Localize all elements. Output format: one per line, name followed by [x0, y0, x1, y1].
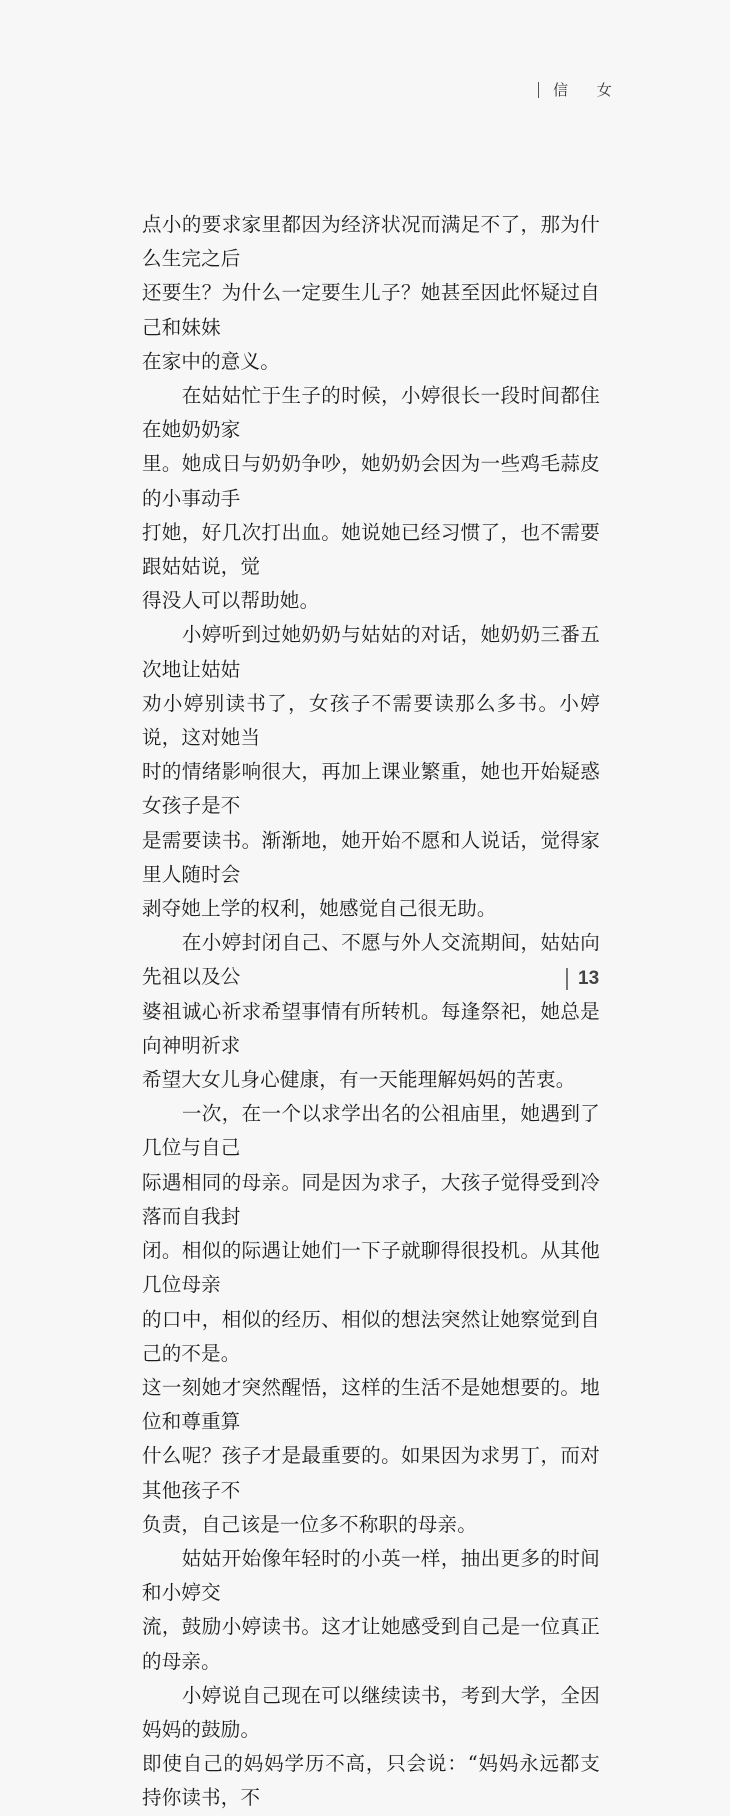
paragraph-4: 在小婷封闭自己、不愿与外人交流期间，姑姑向先祖以及公 婆祖诚心祈求希望事情有所转机。每逢祭祀，她总是向神明祈求 希望大女儿身心健康，有一天能理解妈妈的苦衷。	[142, 931, 600, 1092]
page-number-block	[566, 968, 599, 990]
paragraph-3: 小婷听到过她奶奶与姑姑的对话，她奶奶三番五次地让姑姑 劝小婷别读书了，女孩子不需要读那么多书。小婷说，这对她当 时的情绪影响很大，再加上课业繁重，她也开始疑惑女孩子是不 是需要读书。渐渐地，她开始不愿和人说话，觉得家里人随时会 剥夺她上学的权利，她感觉自己很无助。	[142, 623, 600, 921]
body-text	[142, 208, 600, 1816]
paragraph-2: 在姑姑忙于生子的时候，小婷很长一段时间都住在她奶奶家 里。她成日与奶奶争吵，她奶奶会因为一些鸡毛蒜皮的小事动手 打她，好几次打出血。她说她已经习惯了，也不需要跟姑姑说，觉 得没人可以帮助她。	[142, 384, 600, 613]
chapter-title: 信 女	[553, 81, 624, 99]
paragraph-5: 一次，在一个以求学出名的公祖庙里，她遇到了几位与自己 际遇相同的母亲。同是因为求子，大孩子觉得受到冷落而自我封 闭。相似的际遇让她们一下子就聊得很投机。从其他几位母亲 的口中，相似的经历、相似的想法突然让她察觉到自己的不是。 这一刻她才突然醒悟，这样的生活不是她想要的。地位和尊重算 什么呢？孩子才是最重要的。如果因为求男丁，而对其他孩子不 负责，自己该是一位多不称职的母亲。	[142, 1102, 600, 1536]
header-divider	[538, 82, 539, 98]
paragraph-7: 小婷说自己现在可以继续读书，考到大学，全因妈妈的鼓励。 即使自己的妈妈学历不高，只会说：“妈妈永远都支持你读书，不	[142, 1683, 600, 1810]
paragraph-6: 姑姑开始像年轻时的小英一样，抽出更多的时间和小婷交 流，鼓励小婷读书。这才让她感受到自己是一位真正的母亲。	[142, 1546, 600, 1673]
folio-divider	[566, 968, 568, 990]
paragraph-1: 点小的要求家里都因为经济状况而满足不了，那为什么生完之后 还要生？为什么一定要生儿子？她甚至因此怀疑过自己和妹妹 在家中的意义。	[142, 213, 600, 373]
page-number: 13	[578, 968, 600, 989]
running-header	[538, 79, 624, 100]
